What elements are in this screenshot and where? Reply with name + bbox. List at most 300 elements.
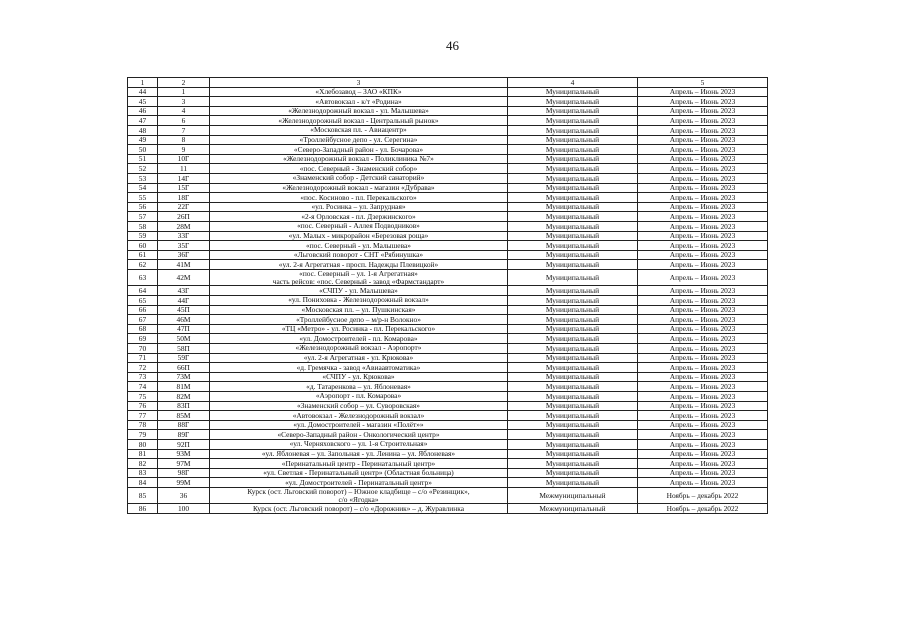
table-row [128,154,768,164]
row-number-cell: 85 [128,487,158,504]
row-number-cell: 77 [128,411,158,421]
route-type-cell: Муниципальный [508,353,638,363]
route-name-line: «Хлебозавод – ЗАО «КПК» [315,87,402,96]
route-name-line: «Железнодорожный вокзал - Аэропорт» [295,343,422,353]
route-name-cell [210,401,508,411]
route-number-cell: 59Г [158,353,210,363]
route-name-line: «пос. Косиново - пл. Перекальского» [300,192,417,202]
period-cell: Апрель – Июнь 2023 [638,401,768,411]
table-row [128,145,768,155]
row-number-cell: 45 [128,97,158,107]
route-name-line: «Перинатальный центр - Перинатальный центр» [281,458,436,468]
route-name-cell [210,382,508,392]
route-name-cell [210,221,508,231]
table-row [128,363,768,373]
route-name-cell [210,305,508,315]
table-row [128,449,768,459]
period-cell: Апрель – Июнь 2023 [638,411,768,421]
route-name-cell [210,459,508,469]
route-name-line: «Железнодорожный вокзал - магазин «Дубрава» [282,183,435,192]
route-name-line: «СЧПУ - ул. Малышева» [319,285,398,295]
route-name-line: Курск (ост. Льговский поворот) – Южное кладбище – с/о «Резинщик», [247,487,470,496]
period-cell: Апрель – Июнь 2023 [638,305,768,315]
route-number-cell: 92П [158,439,210,449]
row-number-cell: 62 [128,260,158,270]
route-type-cell: Муниципальный [508,382,638,392]
route-number-cell: 8 [158,135,210,145]
routes-table-body [128,87,768,513]
row-number-cell: 63 [128,269,158,286]
route-name-cell [210,193,508,203]
route-type-cell: Муниципальный [508,202,638,212]
route-type-cell: Муниципальный [508,401,638,411]
route-type-cell: Муниципальный [508,183,638,193]
table-row [128,487,768,504]
route-name-cell [210,430,508,440]
row-number-cell: 65 [128,296,158,306]
route-name-line: «СЧПУ - ул. Крюкова» [322,372,395,382]
route-number-cell: 6 [158,116,210,126]
route-name-cell [210,106,508,116]
route-name-line: «пос. Северный - Аллея Подводников» [297,221,420,231]
row-number-cell: 82 [128,459,158,469]
period-cell: Апрель – Июнь 2023 [638,193,768,203]
period-cell: Апрель – Июнь 2023 [638,334,768,344]
route-name-cell [210,231,508,241]
route-name-line: «Железнодорожный вокзал - Поликлиника №7» [283,154,434,164]
table-row [128,106,768,116]
period-cell: Апрель – Июнь 2023 [638,202,768,212]
route-number-cell: 46М [158,315,210,325]
table-row [128,250,768,260]
row-number-cell: 86 [128,504,158,514]
route-name-line: «д. Гремячка - завод «Авиаавтоматика» [296,362,421,372]
route-number-cell: 22Г [158,202,210,212]
route-type-cell: Муниципальный [508,164,638,174]
route-number-cell: 1 [158,87,210,97]
row-number-cell: 60 [128,241,158,251]
route-name-line: «ул. Росинка – ул. Запрудная» [311,202,406,212]
route-name-cell [210,449,508,459]
route-name-cell [210,260,508,270]
route-number-cell: 41М [158,260,210,270]
route-number-cell: 3 [158,97,210,107]
route-name-cell [210,420,508,430]
route-name-line: «пос. Северный - Знаменский собор» [299,163,418,173]
route-number-cell: 18Г [158,193,210,203]
route-name-cell [210,363,508,373]
period-cell: Апрель – Июнь 2023 [638,449,768,459]
period-cell: Апрель – Июнь 2023 [638,231,768,241]
route-type-cell: Муниципальный [508,125,638,135]
route-name-cell [210,250,508,260]
route-name-cell [210,269,508,286]
row-number-cell: 47 [128,116,158,126]
table-row [128,324,768,334]
table-row [128,135,768,145]
route-type-cell: Муниципальный [508,411,638,421]
row-number-cell: 58 [128,221,158,231]
table-row [128,420,768,430]
row-number-cell: 84 [128,478,158,488]
route-name-cell [210,391,508,401]
route-number-cell: 89Г [158,430,210,440]
route-name-line: Курск (ост. Льговский поворот) – с/о «Дорожник» – д. Журавлинка [253,503,464,513]
route-name-cell [210,183,508,193]
route-type-cell: Муниципальный [508,221,638,231]
route-number-cell: 82М [158,391,210,401]
route-type-cell: Муниципальный [508,231,638,241]
row-number-cell: 44 [128,87,158,97]
route-name-cell [210,468,508,478]
route-number-cell: 97М [158,459,210,469]
period-cell: Апрель – Июнь 2023 [638,106,768,116]
route-number-cell: 93М [158,449,210,459]
route-number-cell: 15Г [158,183,210,193]
period-cell: Апрель – Июнь 2023 [638,97,768,107]
table-row [128,411,768,421]
row-number-cell: 73 [128,372,158,382]
row-number-cell: 80 [128,439,158,449]
route-name-cell [210,125,508,135]
row-number-cell: 53 [128,173,158,183]
table-row [128,305,768,315]
route-name-line: «Автовокзал - к/т «Родина» [315,96,402,106]
route-type-cell: Муниципальный [508,250,638,260]
route-name-cell [210,135,508,145]
table-row [128,260,768,270]
route-number-cell: 58П [158,343,210,353]
route-number-cell: 11 [158,164,210,174]
row-number-cell: 83 [128,468,158,478]
route-type-cell: Муниципальный [508,363,638,373]
row-number-cell: 54 [128,183,158,193]
row-number-cell: 68 [128,324,158,334]
period-cell: Апрель – Июнь 2023 [638,221,768,231]
period-cell: Апрель – Июнь 2023 [638,286,768,296]
period-cell: Апрель – Июнь 2023 [638,478,768,488]
table-row [128,97,768,107]
route-number-cell: 73М [158,372,210,382]
row-number-cell: 74 [128,382,158,392]
row-number-cell: 78 [128,420,158,430]
route-type-cell: Муниципальный [508,241,638,251]
table-row [128,193,768,203]
route-name-line: «Автовокзал - Железнодорожный вокзал» [292,410,425,420]
route-name-line: «Знаменский собор - Детский санаторий» [292,173,425,183]
period-cell: Ноябрь – декабрь 2022 [638,504,768,514]
route-type-cell: Муниципальный [508,468,638,478]
route-name-cell [210,173,508,183]
route-name-line: «2-я Орловская - пл. Дзержинского» [301,211,416,221]
row-number-cell: 69 [128,334,158,344]
route-name-cell [210,154,508,164]
route-type-cell: Муниципальный [508,449,638,459]
row-number-cell: 50 [128,145,158,155]
route-name-cell [210,212,508,222]
route-name-cell [210,296,508,306]
route-type-cell: Межмуниципальный [508,504,638,514]
route-name-line: «ул. Домостроителей - магазин «Полёт»» [293,420,424,430]
table-row [128,231,768,241]
route-name-line: «ул. Черняховского – ул. 1-я Строительная» [289,439,428,449]
route-name-line: «Льговский поворот - СНТ «Рябинушка» [293,250,424,260]
row-number-cell: 59 [128,231,158,241]
period-cell: Апрель – Июнь 2023 [638,363,768,373]
route-number-cell: 36Г [158,250,210,260]
row-number-cell: 76 [128,401,158,411]
period-cell: Апрель – Июнь 2023 [638,269,768,286]
route-name-line: «Северо-Западный район - Онкологический центр» [277,429,440,439]
period-cell: Апрель – Июнь 2023 [638,212,768,222]
period-cell: Апрель – Июнь 2023 [638,135,768,145]
route-name-line: «ул. Пониховка - Железнодорожный вокзал» [288,295,429,305]
route-type-cell: Муниципальный [508,305,638,315]
route-number-cell: 43Г [158,286,210,296]
route-name-cell [210,315,508,325]
table-row [128,87,768,97]
period-cell: Апрель – Июнь 2023 [638,183,768,193]
route-name-line: «Северо-Западный район - ул. Бочарова» [293,144,424,154]
route-type-cell: Муниципальный [508,269,638,286]
route-name-line: с/о «Ягодка» [338,494,379,504]
route-type-cell: Муниципальный [508,430,638,440]
route-number-cell: 28М [158,221,210,231]
route-name-line: «ул. Домостроителей - Перинатальный центр» [285,477,432,487]
route-number-cell: 36 [158,487,210,504]
table-row [128,286,768,296]
header-cell-2: 2 [158,78,210,88]
route-name-cell [210,411,508,421]
period-cell: Апрель – Июнь 2023 [638,391,768,401]
row-number-cell: 49 [128,135,158,145]
route-name-cell [210,504,508,514]
period-cell: Ноябрь – декабрь 2022 [638,487,768,504]
route-number-cell: 44Г [158,296,210,306]
period-cell: Апрель – Июнь 2023 [638,250,768,260]
route-name-line: «Железнодорожный вокзал - Центральный рынок» [278,115,439,125]
table-row [128,372,768,382]
period-cell: Апрель – Июнь 2023 [638,87,768,97]
route-type-cell: Муниципальный [508,296,638,306]
route-name-line: «Аэропорт - пл. Комарова» [315,391,402,401]
table-row [128,353,768,363]
route-name-cell [210,353,508,363]
period-cell: Апрель – Июнь 2023 [638,372,768,382]
table-row [128,459,768,469]
route-type-cell: Муниципальный [508,87,638,97]
period-cell: Апрель – Июнь 2023 [638,116,768,126]
route-type-cell: Муниципальный [508,372,638,382]
table-row [128,343,768,353]
route-name-line: «Московская пл. – ул. Пушкинская» [301,305,416,314]
row-number-cell: 75 [128,391,158,401]
period-cell: Апрель – Июнь 2023 [638,260,768,270]
route-name-line: «ул. 2-я Агрегатная - просп. Надежды Плевицкой» [278,259,439,269]
row-number-cell: 66 [128,305,158,315]
route-name-line: «ул. Малых - микрорайон «Березовая роща» [288,231,429,240]
route-type-cell: Муниципальный [508,116,638,126]
route-name-line: «Знаменский собор – ул. Суворовская» [297,401,420,410]
route-name-cell [210,286,508,296]
routes-table [127,77,768,514]
route-name-cell [210,241,508,251]
route-name-line: «пос. Северный – ул. 1-я Агрегатная» [299,269,418,278]
period-cell: Апрель – Июнь 2023 [638,353,768,363]
route-number-cell: 81М [158,382,210,392]
route-name-line: «ул. Светлая - Перинатальный центр» (Областная больница) [263,468,454,478]
row-number-cell: 70 [128,343,158,353]
header-cell-1: 1 [128,78,158,88]
route-type-cell: Муниципальный [508,193,638,203]
route-number-cell: 45П [158,305,210,315]
period-cell: Апрель – Июнь 2023 [638,241,768,251]
route-name-line: «Троллейбусное депо – м/р-н Волокно» [296,314,421,324]
period-cell: Апрель – Июнь 2023 [638,145,768,155]
route-name-line: «Железнодорожный вокзал - ул. Малышева» [288,106,429,116]
row-number-cell: 46 [128,106,158,116]
period-cell: Апрель – Июнь 2023 [638,296,768,306]
route-number-cell: 88Г [158,420,210,430]
period-cell: Апрель – Июнь 2023 [638,125,768,135]
route-name-line: часть рейсов: «пос. Северный - завод «Фармстандарт» [272,276,445,286]
row-number-cell: 81 [128,449,158,459]
table-row [128,401,768,411]
period-cell: Апрель – Июнь 2023 [638,459,768,469]
period-cell: Апрель – Июнь 2023 [638,468,768,478]
row-number-cell: 64 [128,286,158,296]
route-number-cell: 66П [158,363,210,373]
header-row [128,78,768,88]
route-type-cell: Муниципальный [508,260,638,270]
table-row [128,269,768,286]
period-cell: Апрель – Июнь 2023 [638,420,768,430]
table-row [128,468,768,478]
table-row [128,382,768,392]
route-name-line: «пос. Северный - ул. Малышева» [306,240,411,250]
row-number-cell: 55 [128,193,158,203]
route-number-cell: 35Г [158,241,210,251]
route-number-cell: 14Г [158,173,210,183]
route-name-line: «Троллейбусное депо - ул. Серегина» [299,135,418,144]
route-type-cell: Муниципальный [508,173,638,183]
route-name-cell [210,343,508,353]
header-cell-3: 3 [210,78,508,88]
route-number-cell: 4 [158,106,210,116]
table-row [128,315,768,325]
table-row [128,504,768,514]
route-type-cell: Муниципальный [508,154,638,164]
table-row [128,116,768,126]
row-number-cell: 48 [128,125,158,135]
row-number-cell: 57 [128,212,158,222]
route-number-cell: 7 [158,125,210,135]
period-cell: Апрель – Июнь 2023 [638,343,768,353]
table-row [128,183,768,193]
row-number-cell: 72 [128,363,158,373]
route-name-line: «Московская пл. - Авиацентр» [310,125,407,135]
table-row [128,391,768,401]
route-name-cell [210,487,508,504]
route-name-cell [210,202,508,212]
route-number-cell: 83П [158,401,210,411]
route-name-cell [210,372,508,382]
period-cell: Апрель – Июнь 2023 [638,173,768,183]
route-name-cell [210,334,508,344]
table-row [128,212,768,222]
route-type-cell: Муниципальный [508,439,638,449]
table-row [128,221,768,231]
route-name-cell [210,116,508,126]
route-name-cell [210,439,508,449]
route-number-cell: 100 [158,504,210,514]
route-type-cell: Муниципальный [508,145,638,155]
period-cell: Апрель – Июнь 2023 [638,315,768,325]
route-type-cell: Муниципальный [508,420,638,430]
table-row [128,439,768,449]
route-type-cell: Муниципальный [508,97,638,107]
route-name-line: «д. Татаренкова – ул. Яблоневая» [306,381,411,391]
period-cell: Апрель – Июнь 2023 [638,324,768,334]
route-type-cell: Межмуниципальный [508,487,638,504]
route-number-cell: 9 [158,145,210,155]
route-name-line: «ТЦ «Метро» - ул. Росинка - пл. Перекальского» [281,324,436,334]
header-cell-5: 5 [638,78,768,88]
row-number-cell: 79 [128,430,158,440]
table-row [128,478,768,488]
header-cell-4: 4 [508,78,638,88]
row-number-cell: 56 [128,202,158,212]
table-row [128,241,768,251]
route-type-cell: Муниципальный [508,478,638,488]
route-number-cell: 98Г [158,468,210,478]
route-name-cell [210,478,508,488]
table-row [128,164,768,174]
route-number-cell: 99М [158,478,210,488]
row-number-cell: 61 [128,250,158,260]
table-row [128,430,768,440]
table-row [128,173,768,183]
route-number-cell: 42М [158,269,210,286]
row-number-cell: 52 [128,164,158,174]
route-type-cell: Муниципальный [508,391,638,401]
route-type-cell: Муниципальный [508,459,638,469]
route-type-cell: Муниципальный [508,286,638,296]
route-name-cell [210,164,508,174]
route-type-cell: Муниципальный [508,315,638,325]
route-type-cell: Муниципальный [508,334,638,344]
route-type-cell: Муниципальный [508,324,638,334]
route-number-cell: 50М [158,334,210,344]
route-name-line: «ул. Яблоневая – ул. Запольная - ул. Ленина – ул. Яблоневая» [261,449,456,458]
route-name-line: «ул. 2-я Агрегатная - ул. Крюкова» [303,353,414,362]
period-cell: Апрель – Июнь 2023 [638,154,768,164]
route-number-cell: 47П [158,324,210,334]
period-cell: Апрель – Июнь 2023 [638,439,768,449]
table-row [128,125,768,135]
route-number-cell: 10Г [158,154,210,164]
row-number-cell: 71 [128,353,158,363]
route-name-cell [210,324,508,334]
period-cell: Апрель – Июнь 2023 [638,430,768,440]
route-name-line: «ул. Домостроителей - пл. Комарова» [299,333,418,343]
table-row [128,296,768,306]
route-name-cell [210,97,508,107]
table-row [128,334,768,344]
period-cell: Апрель – Июнь 2023 [638,382,768,392]
route-number-cell: 26П [158,212,210,222]
page-number: 46 [446,38,459,53]
